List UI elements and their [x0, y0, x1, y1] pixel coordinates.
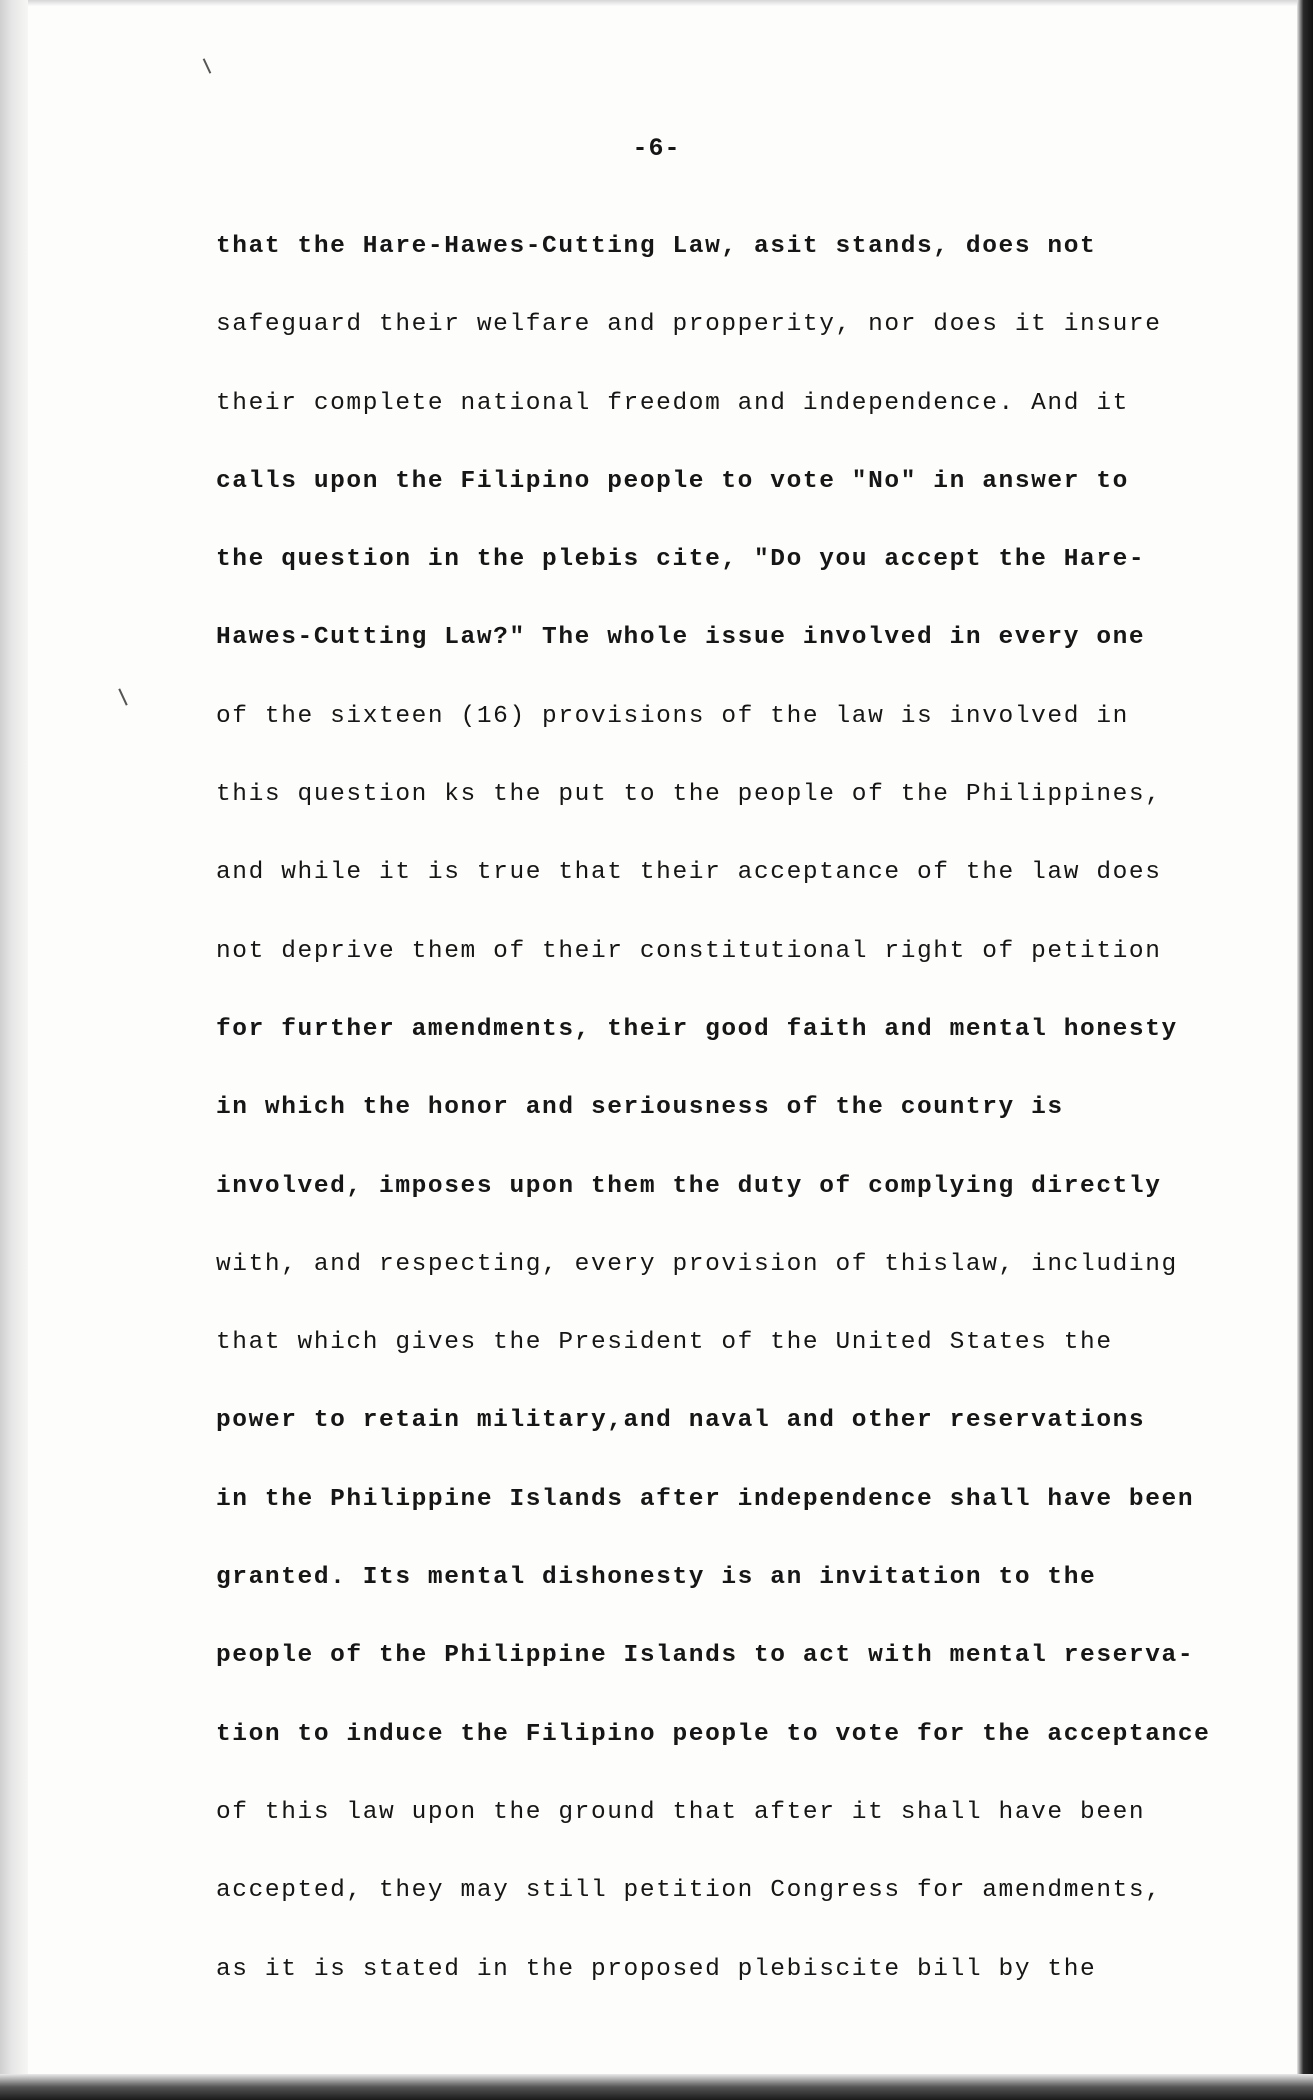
text-line [216, 1069, 1216, 1147]
text-line [216, 208, 1216, 286]
text-line-content: of the sixteen (16) provisions of the law is involved in [216, 702, 1129, 730]
text-line [216, 1539, 1216, 1617]
text-line [216, 834, 1216, 912]
text-line [216, 599, 1216, 677]
text-line-content: in the Philippine Islands after independence shall have been [216, 1485, 1195, 1513]
text-line-content: and while it is true that their acceptance of the law does [216, 859, 1162, 887]
text-line-content: the question in the plebis cite, "Do you accept the Hare- [216, 546, 1146, 574]
text-line-content: this question ks the put to the people of the Philippines, [216, 781, 1162, 809]
text-line-content: granted. Its mental dishonesty is an invitation to the [216, 1564, 1097, 1592]
typed-text-body [216, 208, 1216, 2009]
text-line-content: accepted, they may still petition Congress for amendments, [216, 1877, 1162, 1905]
text-line-content: calls upon the Filipino people to vote "No" in answer to [216, 467, 1129, 495]
text-line-content: in which the honor and seriousness of the country is [216, 1094, 1064, 1122]
page-top-edge [0, 0, 1313, 6]
text-line [216, 678, 1216, 756]
text-line-content: that which gives the President of the United States the [216, 1329, 1113, 1357]
page-bottom-edge [0, 2074, 1313, 2100]
text-line-content: that the Hare-Hawes-Cutting Law, asit stands, does not [216, 233, 1097, 260]
text-line-content: Hawes-Cutting Law?" The whole issue involved in every one [216, 624, 1146, 652]
text-line-content: tion to induce the Filipino people to vote for the acceptance [216, 1720, 1211, 1748]
text-line [216, 991, 1216, 1069]
text-line-content: for further amendments, their good faith and mental honesty [216, 1015, 1178, 1043]
text-line [216, 1148, 1216, 1226]
text-line-content: not deprive them of their constitutional right of petition [216, 937, 1162, 965]
text-line [216, 521, 1216, 599]
stray-pen-mark [118, 688, 127, 705]
text-line [216, 1226, 1216, 1304]
text-line [216, 1696, 1216, 1774]
text-line [216, 443, 1216, 521]
text-line [216, 1304, 1216, 1382]
text-line-content: their complete national freedom and independence. And it [216, 389, 1129, 417]
text-line-content: involved, imposes upon them the duty of complying directly [216, 1172, 1162, 1200]
text-line-content: with, and respecting, every provision of thislaw, including [216, 1250, 1178, 1278]
text-line-content: power to retain military,and naval and other reservations [216, 1407, 1146, 1435]
text-line [216, 1852, 1216, 1930]
page-left-edge [0, 0, 28, 2100]
text-line [216, 1931, 1216, 2009]
text-line-content: as it is stated in the proposed plebiscite bill by the [216, 1955, 1097, 1983]
text-line [216, 756, 1216, 834]
page-right-edge [1297, 0, 1313, 2100]
stray-pen-mark [203, 58, 212, 73]
text-line [216, 286, 1216, 364]
text-line [216, 913, 1216, 991]
text-line-content: safeguard their welfare and propperity, nor does it insure [216, 311, 1162, 339]
text-line [216, 365, 1216, 443]
text-line [216, 1774, 1216, 1852]
text-line [216, 1382, 1216, 1460]
text-line-content: of this law upon the ground that after it shall have been [216, 1798, 1146, 1826]
text-line-content: people of the Philippine Islands to act with mental reserva- [216, 1642, 1195, 1670]
page-number: -6- [632, 134, 681, 163]
text-line [216, 1617, 1216, 1695]
text-line [216, 1461, 1216, 1539]
